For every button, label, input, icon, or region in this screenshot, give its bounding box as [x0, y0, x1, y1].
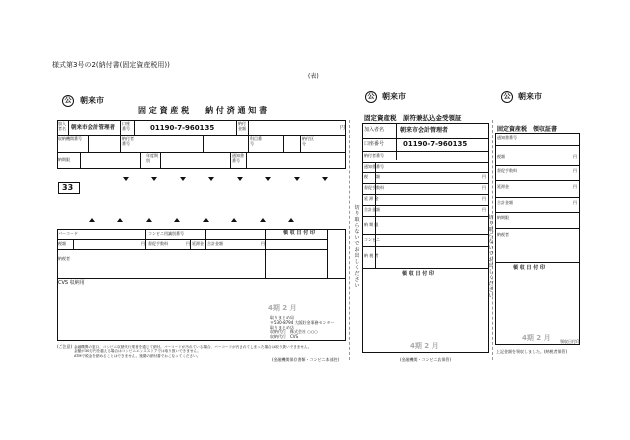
- part1-nofu-kin-label: 納付金額: [238, 121, 246, 131]
- part1-koza-label: 口座番号: [122, 121, 130, 131]
- part3-receipt-note: 領収日付印: [560, 339, 580, 344]
- agent-block: [270, 316, 334, 340]
- arrow-up-icon: [146, 218, 152, 222]
- part2-yen-3: 円: [482, 196, 486, 201]
- part1-tsuchisho-label: 通知書番号: [232, 153, 244, 163]
- agent-line: 取りまとめ局: [270, 315, 294, 320]
- part2-yen-4: 円: [482, 207, 486, 212]
- note-line: 金融機関の窓口、コンビニ収納代行業者を通じて納付。バーコードが汚れている場合、バーコードが汚されてしまった場合は取り扱いできません。: [74, 345, 312, 349]
- part1-yen: 円: [340, 125, 346, 131]
- part2-nozeisha-label: 納 税 者: [364, 253, 379, 258]
- side-label: (表): [308, 73, 319, 80]
- arrow-down-icon: [123, 177, 129, 181]
- part1-kanyusha: 朝来市会計管理者: [71, 125, 116, 131]
- part3-enaki-label: 延滞金: [497, 184, 509, 189]
- seal-icon: 公: [365, 91, 377, 103]
- part1-title: 固 定 資 産 税 納 付 済 通 知 書: [138, 106, 268, 115]
- part1-zeigaku-label: 税額: [58, 241, 66, 246]
- arrow-up-icon: [174, 218, 180, 222]
- part3-yen-1: 円: [573, 154, 577, 159]
- part2-kigen-label: 納 期 限: [364, 222, 379, 227]
- part1-yen-1: 円: [141, 241, 145, 246]
- note-label: (ご注意): [57, 344, 73, 349]
- part2-enaki-label: 延 滞 金: [364, 196, 379, 201]
- part2-tsuchisho-label: 通知書番号: [364, 164, 384, 169]
- part2-title: 固定資産税 原符兼払込金受領証: [364, 114, 462, 122]
- arrow-up-icon: [117, 218, 123, 222]
- part1-nozeisha-label: 納税者: [58, 256, 70, 261]
- arrow-up-icon: [260, 218, 266, 222]
- arrow-down-icon: [265, 177, 271, 181]
- part1-kanyusha-label: 加入者名: [58, 121, 66, 131]
- agent-line: 収納代行 株式会社 ○○○: [270, 329, 318, 335]
- part3-gokei-label: 合計金額: [497, 200, 513, 205]
- arrow-up-icon: [288, 218, 294, 222]
- part2-yen-1: 円: [482, 174, 486, 179]
- part2-kanyusha-label: 加入者名: [364, 127, 385, 133]
- part1-kamoku-label: 科目番号: [250, 136, 262, 146]
- part1-gokei-label: 合計金額: [207, 241, 223, 246]
- part3-footer: 上記金額を領収しました。(納税者保管): [496, 349, 568, 354]
- barcode-label: バーコード: [58, 231, 78, 236]
- part2-ryoshu-label: 領 収 日 付 印: [402, 271, 434, 277]
- part1-yen-3: 円: [261, 241, 265, 246]
- city-name-2: 朝来市: [382, 92, 406, 101]
- note-line: ATMで税金を納めることはできません。後期の納付書でおこなってください。: [74, 353, 201, 358]
- code-number: 33: [62, 183, 74, 192]
- part1-nendo-label: 年度期別: [146, 153, 158, 163]
- arrow-down-icon: [237, 177, 243, 181]
- part1-nofusha-bango-label: 納付者番号: [122, 136, 134, 146]
- city-name: 朝来市: [80, 96, 104, 105]
- city-name-3: 朝来市: [518, 92, 542, 101]
- part1-nofu-kubun-label: 納付区分: [302, 136, 314, 146]
- part1-kigen-label: 納期限: [58, 157, 70, 162]
- agent-line: 〒530-8794 大阪貯金事務センター: [270, 319, 335, 325]
- part3-nozeisha-label: 納税者: [497, 232, 509, 237]
- arrow-down-icon: [294, 177, 300, 181]
- part2-zeigaku-label: 税 額: [364, 174, 380, 179]
- arrow-up-icon: [89, 218, 95, 222]
- part3-kigen-label: 納期限: [497, 215, 509, 220]
- part3-watermark: 4期 2 月: [522, 334, 551, 342]
- part2-kanyusha: 朝来市会計管理者: [400, 127, 449, 134]
- arrow-up-icon: [203, 218, 209, 222]
- arrow-down-icon: [180, 177, 186, 181]
- arrow-down-icon: [322, 177, 328, 181]
- part3-yen-2: 円: [573, 168, 577, 173]
- part2-koza: 01190-7-960135: [403, 140, 468, 148]
- arrow-down-icon: [208, 177, 214, 181]
- note-line: 金額が30万円を越える場合はコンビニエンスストアでは取り扱いできません。: [74, 349, 201, 354]
- part1-enaki-label: 延滞金: [192, 241, 204, 246]
- arrow-up-icon: [231, 218, 237, 222]
- part3-ryoshu-label: 領 収 日 付 印: [513, 265, 545, 271]
- form-number: 様式第3号の2(納付書(固定資産税用)): [52, 61, 170, 69]
- part1-koza: 01190-7-960135: [150, 124, 215, 132]
- part3-tsuchisho-label: 通知書番号: [497, 135, 517, 140]
- arrow-down-icon: [151, 177, 157, 181]
- part1-footer: (金融機関保存書類・コンビニ本部控): [272, 357, 340, 362]
- cut-line: [349, 120, 350, 360]
- part3-tokusoku-label: 督促手数料: [497, 168, 517, 173]
- part1-tokusoku-label: 督促手数料: [148, 241, 168, 246]
- notes-block: [74, 345, 312, 358]
- cvs-label: CVS 収納用: [58, 280, 85, 286]
- part1-watermark: 4期 2 月: [268, 304, 297, 312]
- seal-icon: 公: [501, 91, 513, 103]
- part2-koza-label: 口座番号: [364, 141, 385, 147]
- agent-line: 収納代行 CVS: [270, 334, 299, 340]
- part2-footer: (金融機関・コンビニ店保管): [400, 357, 452, 362]
- part1-shuno-label: 収納機関番号: [58, 136, 82, 141]
- part2-side-text: 切り取らないでお出しください: [354, 205, 360, 289]
- part2-gokei-label: 合計金額: [364, 207, 380, 212]
- part2-watermark: 4期 2 月: [410, 342, 439, 350]
- conveni-label: コンビニ用識別番号: [148, 231, 184, 236]
- seal-icon: 公: [62, 95, 74, 107]
- part3-yen-3: 円: [573, 184, 577, 189]
- part3-yen-4: 円: [573, 200, 577, 205]
- part3-zeigaku-label: 税額: [497, 154, 505, 159]
- part1-ryoshu-label: 領 収 日 付 印: [283, 230, 315, 236]
- part2-tokusoku-label: 督促手数料: [364, 185, 384, 190]
- part2-yen-2: 円: [482, 185, 486, 190]
- part2-nofusha-label: 納付者番号: [364, 153, 384, 158]
- agent-line: 取りまとめ店: [270, 324, 294, 330]
- part1-yen-2: 円: [186, 241, 190, 246]
- part2-conveni-label: コンビニ: [364, 237, 380, 242]
- part3-title: 固定資産税 領収証書: [497, 126, 558, 133]
- part3-side-text: 切り取らないでお出しください: [488, 215, 494, 299]
